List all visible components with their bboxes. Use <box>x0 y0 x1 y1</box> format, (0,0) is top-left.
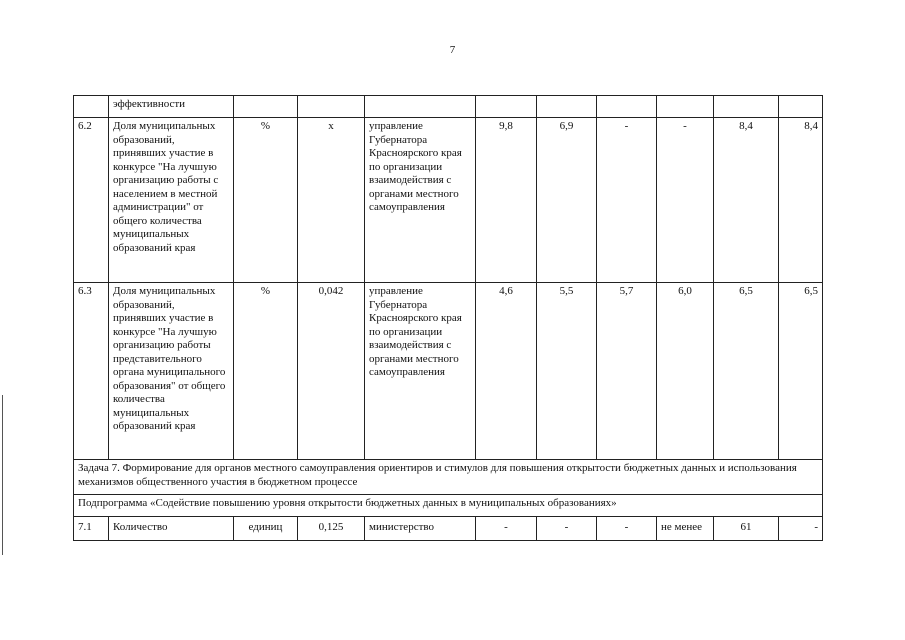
value-cell: 5,7 <box>597 283 657 460</box>
value-cell: 8,4 <box>779 118 823 283</box>
value-cell: 6,9 <box>537 118 597 283</box>
unit-cell <box>234 96 298 118</box>
value-cell: - <box>597 118 657 283</box>
value-cell <box>714 96 779 118</box>
value-cell <box>779 96 823 118</box>
value-cell: 6,5 <box>779 283 823 460</box>
row-number: 7.1 <box>74 517 109 541</box>
unit-cell: % <box>234 118 298 283</box>
value-cell: 5,5 <box>537 283 597 460</box>
table-row <box>74 283 823 460</box>
value-cell: - <box>597 517 657 541</box>
source-cell: министерство <box>365 517 476 541</box>
task-row <box>74 460 823 495</box>
weight-cell <box>298 96 365 118</box>
weight-cell: 0,125 <box>298 517 365 541</box>
indicators-table <box>73 95 823 541</box>
value-cell: 6,0 <box>657 283 714 460</box>
table-row <box>74 118 823 283</box>
value-cell: 4,6 <box>476 283 537 460</box>
indicator-name: Количество <box>109 517 234 541</box>
value-cell: - <box>476 517 537 541</box>
value-cell <box>657 96 714 118</box>
value-cell: 9,8 <box>476 118 537 283</box>
value-cell: - <box>537 517 597 541</box>
indicator-name: Доля муниципальных образований, принявших участие в конкурсе "На лучшую организацию работы с населением в местной администрации" от общего количества муниципальных образований края <box>109 118 234 283</box>
weight-cell: х <box>298 118 365 283</box>
value-cell: 61 <box>714 517 779 541</box>
page-number: 7 <box>449 44 456 56</box>
unit-cell: % <box>234 283 298 460</box>
subprogram-heading: Подпрограмма «Содействие повышению уровня открытости бюджетных данных в муниципальных образованиях» <box>74 495 823 517</box>
row-number <box>74 96 109 118</box>
weight-cell: 0,042 <box>298 283 365 460</box>
table-row <box>74 96 823 118</box>
value-cell: - <box>657 118 714 283</box>
unit-cell: единиц <box>234 517 298 541</box>
source-cell <box>365 96 476 118</box>
row-number: 6.3 <box>74 283 109 460</box>
value-cell: не менее <box>657 517 714 541</box>
scan-edge-line <box>2 395 3 555</box>
table-row <box>74 517 823 541</box>
value-cell: 6,5 <box>714 283 779 460</box>
value-cell: - <box>779 517 823 541</box>
source-cell: управление Губернатора Красноярского края по организации взаимодействия с органами местного самоуправления <box>365 118 476 283</box>
value-cell: 8,4 <box>714 118 779 283</box>
indicator-name: Доля муниципальных образований, принявших участие в конкурсе "На лучшую организацию работы представительного органа муниципального образования" от общего количества муниципальных образований края <box>109 283 234 460</box>
task-heading: Задача 7. Формирование для органов местного самоуправления ориентиров и стимулов для повышения открытости бюджетных данных и использования механизмов общественного участия в бюджетном процессе <box>74 460 823 495</box>
value-cell <box>476 96 537 118</box>
row-number: 6.2 <box>74 118 109 283</box>
indicator-name: эффективности <box>109 96 234 118</box>
value-cell <box>537 96 597 118</box>
value-cell <box>597 96 657 118</box>
subprogram-row <box>74 495 823 517</box>
source-cell: управление Губернатора Красноярского края по организации взаимодействия с органами местного самоуправления <box>365 283 476 460</box>
